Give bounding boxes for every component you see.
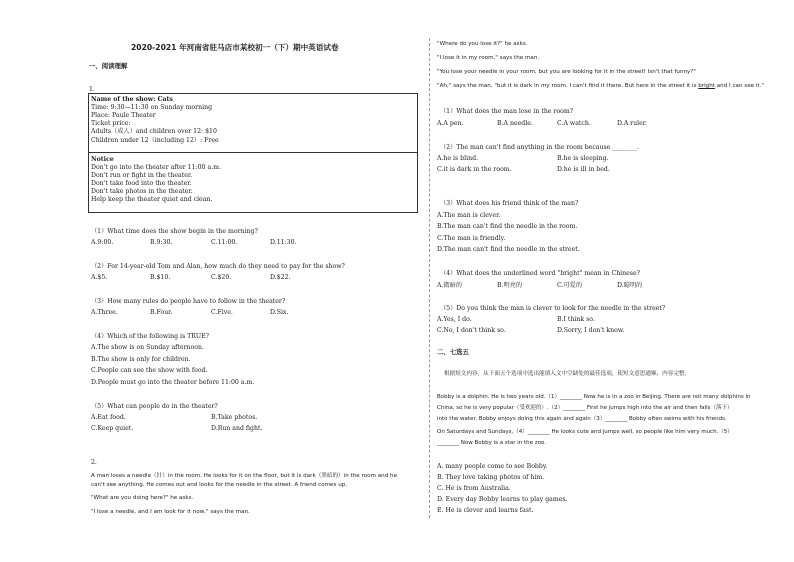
option[interactable]: D.Six. [270,309,289,316]
notice-line: Help keep the theater quiet and clean. [91,196,213,203]
passage-line: ________ Now Bobby is a star in the zoo. [437,440,547,446]
option[interactable]: A.The show is on Sunday afternoon. [91,344,204,351]
option[interactable]: C.Keep quiet. [91,425,134,432]
option[interactable]: D.The man can't find the needle in the street. [437,246,580,253]
passage-line: "What are you doing here?" he asks. [91,495,194,501]
passage-line: Bobby is a dolphin. He is two years old.（1）________ Now he is in a zoo in Beijing. There are not many dolphins in [437,394,751,400]
option[interactable]: D. Every day Bobby learns to play games. [437,496,568,503]
passage-line: "Where do you lose it?" he asks. [437,41,528,47]
option[interactable]: C.11:00. [211,239,238,246]
passage-line: can't see anything. He comes out and looks for the needle in the street. A friend comes up. [91,482,348,488]
question-stem: （3）How many rules do people have to follow in the theater? [91,298,286,305]
question-stem: （4）What does the underlined word "bright" mean in Chinese? [440,270,640,277]
child-price: Children under 12（including 12）: Free [91,137,219,144]
adult-price: Adults（成人）and children over 12: $10 [91,128,217,135]
option[interactable]: C.A watch. [557,120,591,127]
option[interactable]: A.A pen. [437,120,464,127]
option[interactable]: A. many people come to see Bobby. [437,463,548,470]
option[interactable]: C.$20. [211,274,232,281]
passage1-number: 1. [89,86,95,93]
option[interactable]: D.Sorry, I don't know. [557,327,625,334]
option[interactable]: C.People can see the show with food. [91,367,208,374]
option[interactable]: A.The man is clever. [437,212,501,219]
option[interactable]: B.Four. [150,309,173,316]
option[interactable]: C.it is dark in the room. [437,166,512,173]
show-place: Place: Paule Theater [91,112,156,119]
option[interactable]: D.聪明的 [617,282,643,289]
option[interactable]: D.11:30. [270,239,297,246]
passage-line: "You lose your needle in your room, but you are looking for it in the street! Isn't that funny?" [437,69,696,75]
box-separator [88,152,418,153]
question-stem: （2）The man can't find anything in the room because ________. [440,144,639,151]
option[interactable]: D.$22. [270,274,291,281]
passage-line: A man loses a needle（针）in the room. He looks for it on the floor, but it is dark（黑暗的）in the room and he [91,473,398,479]
question-stem: （1）What does the man lose in the room? [440,108,574,115]
option[interactable]: C.No, I don't think so. [437,327,506,334]
option[interactable]: C.可爱的 [557,282,583,289]
option[interactable]: A.Three. [91,309,118,316]
option[interactable]: B.9:30. [150,239,173,246]
passage-line: "I lose it in my room," says the man. [437,55,540,61]
option[interactable]: B.The man can't find the needle in the room. [437,223,578,230]
notice-line: Don't go into the theater after 11:00 a.m. [91,164,221,171]
option[interactable]: C.Five. [211,309,233,316]
option[interactable]: C. He is from Australia. [437,485,511,492]
option[interactable]: D.A ruler. [617,120,647,127]
passage2-number: 2. [91,459,97,466]
notice-line: Don't take food into the theater. [91,180,192,187]
passage-line: "I lose a needle, and I am look for it now," says the man. [91,509,250,515]
notice-heading: Notice [91,156,114,163]
option[interactable]: B. They love taking photos of him. [437,474,545,481]
question-stem: （2）For 14-year-old Tom and Alan, how much do they need to pay for the show? [91,263,345,270]
show-name: Name of the show: Cats [91,96,173,103]
show-time: Time: 9:30—11:30 on Sunday morning [91,104,213,111]
ticket-price-label: Ticket price: [91,120,131,127]
option[interactable]: B.Take photos. [211,414,258,421]
option[interactable]: B.$10. [150,274,171,281]
section2-instruction: 根据短文内容，从下面五个选项中选出能填入文中空缺处的最佳选项，使短文意思通顺、内容完整。 [444,371,691,377]
option[interactable]: A.Eat food. [91,414,126,421]
section1-heading: 一、阅读理解 [89,62,128,70]
section2-heading: 二、七选五 [437,348,469,356]
option[interactable]: D.People must go into the theater before 11:00 a.m. [91,379,255,386]
column-divider [429,38,430,518]
option[interactable]: D.he is ill in bed. [557,166,610,173]
passage-line: On Saturdays and Sundays,（4）________ He looks cute and jumps well, so people like him very much.（5） [437,429,733,435]
option[interactable]: B.A needle. [497,120,533,127]
notice-line: Don't run or fight in the theater. [91,172,193,179]
notice-line: Don't take photos in the theater. [91,188,193,195]
question-stem: （5）Do you think the man is clever to look for the needle in the street? [440,305,666,312]
option[interactable]: A.9:00. [91,239,114,246]
passage-line: into the water. Bobby enjoys doing this again and again（3）________ Bobby often swims with his friends. [437,416,727,422]
option[interactable]: B.I think so. [557,316,595,323]
option[interactable]: B.he is sleeping. [557,155,609,162]
option[interactable]: C.The man is friendly. [437,235,506,242]
option[interactable]: D.Run and fight. [211,425,263,432]
option[interactable]: B.The show is only for children. [91,356,191,363]
underlined-word: bright [698,83,715,89]
question-stem: （1）What time does the show begin in the morning? [91,228,258,235]
option[interactable]: A.Yes, I do. [437,316,472,323]
question-stem: （4）Which of the following is TRUE? [91,333,209,340]
question-stem: （5）What can people do in the theater? [91,403,218,410]
option[interactable]: A.微暗的 [437,282,462,289]
option[interactable]: A.$5. [91,274,108,281]
option[interactable]: A.he is blind. [437,155,479,162]
option[interactable]: E. He is clever and learns fast. [437,507,534,514]
option[interactable]: B.明亮的 [497,282,523,289]
passage-line: China, so he is very popular（受欢迎的）.（2）________ First he jumps high into the air and then falls（落下） [437,405,733,411]
question-stem: （3）What does his friend think of the man? [440,200,579,207]
passage-last-line: "Ah," says the man, "but it is dark in my room. I can't find it there. But here in the street it is bright and I can see it." [437,83,764,89]
page-title: 2020-2021 年河南省驻马店市某校初一（下）期中英语试卷 [131,43,339,52]
